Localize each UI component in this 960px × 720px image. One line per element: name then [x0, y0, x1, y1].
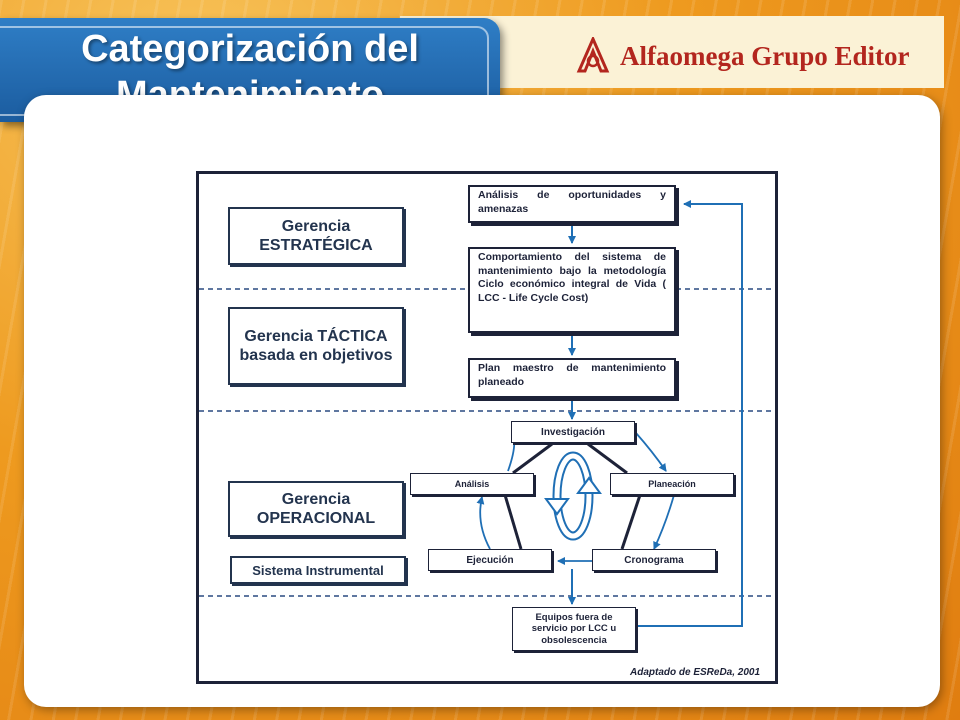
cycle-schedule: Cronograma: [592, 549, 716, 571]
cycle-execution: Ejecución: [428, 549, 552, 571]
level-instrumental: Sistema Instrumental: [230, 556, 406, 584]
rotation-icon: [546, 456, 600, 536]
step-master-plan: Plan maestro de mantenimiento planeado: [468, 358, 676, 398]
brand-name: Alfaomega Grupo Editor: [620, 40, 910, 71]
step-system-behavior: Comportamiento del sistema de mantenimiento bajo la metodología Ciclo económico integral de Vida ( LCC - Life Cycle Cost): [468, 247, 676, 333]
cycle-connector: [588, 444, 627, 473]
step-analysis-opportunities: Análisis de oportunidades y amenazas: [468, 185, 676, 223]
alfaomega-logo-icon: [576, 37, 610, 75]
cycle-planning: Planeación: [610, 473, 734, 495]
cycle-arrow: [480, 497, 490, 549]
title-line-1: Categorización del: [81, 28, 419, 70]
cycle-analysis: Análisis: [410, 473, 534, 495]
level-strategic: Gerencia ESTRATÉGICA: [228, 207, 404, 265]
level-tactical: Gerencia TÁCTICA basada en objetivos: [228, 307, 404, 385]
cycle-connector: [513, 444, 552, 473]
level-operational: Gerencia OPERACIONAL: [228, 481, 404, 537]
brand-logo: [576, 34, 910, 78]
cycle-arrow: [654, 495, 674, 549]
output-equipment-retired: Equipos fuera de servicio por LCC u obsolescencia: [512, 607, 636, 651]
cycle-connector: [622, 495, 640, 549]
cycle-arrow: [636, 433, 666, 471]
cycle-investigation: Investigación: [511, 421, 635, 443]
source-credit: Adaptado de ESReDa, 2001: [630, 667, 761, 678]
cycle-connector: [505, 495, 521, 549]
